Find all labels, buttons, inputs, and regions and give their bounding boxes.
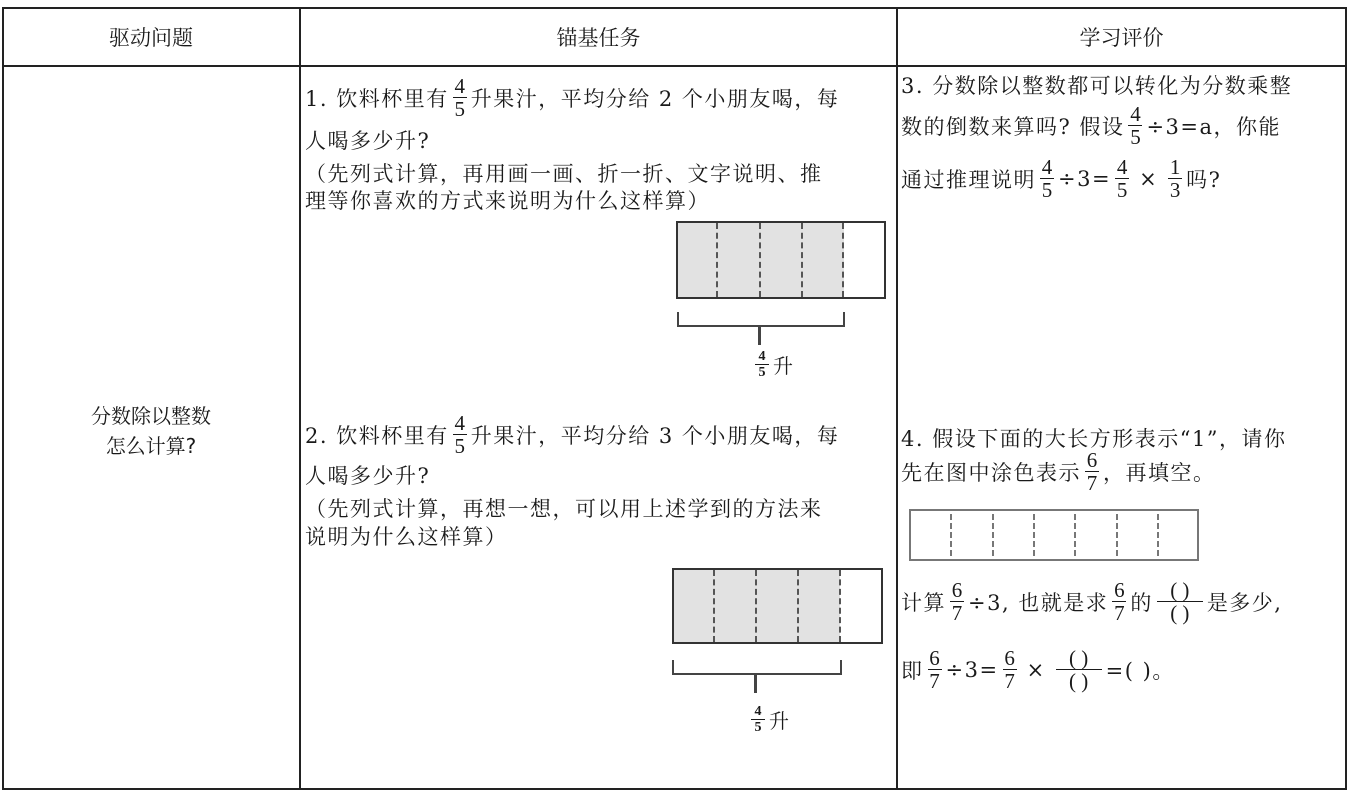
numerator: 6 [951,578,963,602]
numerator: 6 [1114,578,1125,602]
blank-fraction[interactable] [1056,648,1102,691]
task1-line1 [305,76,839,119]
unit: 升 [769,709,789,733]
task1-line4: 理等你喜欢的方式来说明为什么这样算） [305,189,710,213]
fraction [1040,157,1054,200]
numerator: 6 [1086,448,1098,472]
driving-question-line2: 怎么计算? [105,434,197,458]
numerator: 4 [1116,155,1128,179]
denominator: 7 [1086,471,1098,495]
blank-denominator[interactable]: ( ) [1069,669,1089,693]
text: 先在图中涂色表示 [901,460,1081,485]
denominator: 7 [951,601,963,625]
fraction [453,76,467,119]
task2-line1 [305,413,839,456]
eval3-line2 [901,104,1281,147]
fraction [453,413,467,456]
header-learning-evaluation: 学习评价 [1079,26,1164,50]
eval4-line1: 4. 假设下面的大长方形表示“1”，请你 [901,427,1287,451]
text: ÷3= [945,657,999,682]
task2-line2: 人喝多少升? [305,464,431,488]
bracket [677,312,845,327]
fraction [1085,450,1099,493]
blank-numerator[interactable]: ( ) [1170,578,1190,602]
blank-fraction[interactable] [1157,580,1203,623]
denominator: 5 [758,365,766,380]
answer-blank[interactable]: =( )。 [1105,658,1175,683]
table-border-bottom [2,788,1347,790]
text: × [1139,166,1159,191]
denominator: 5 [1116,178,1128,202]
blank-numerator[interactable]: ( ) [1069,646,1089,670]
denominator: 3 [1169,178,1181,202]
text: 升果汁，平均分给 3 个小朋友喝，每 [470,423,840,448]
denominator: 7 [1114,601,1125,625]
header-driving-question: 驱动问题 [109,26,193,50]
text: 的 [1130,590,1153,615]
blank-denominator[interactable]: ( ) [1170,601,1190,625]
text: 数的倒数来算吗? 假设 [901,114,1125,139]
denominator: 5 [1130,125,1141,149]
fraction [1112,580,1126,623]
text: 2. 饮料杯里有 [305,423,449,448]
text: 1. 饮料杯里有 [305,86,449,111]
text: 是多少, [1206,590,1283,615]
task1-line3: （先列式计算，再用画一画、折一折、文字说明、推 [305,162,823,186]
fraction [1115,157,1129,200]
denominator: 5 [1041,178,1053,202]
diagram-label [751,350,793,379]
column-divider-1 [299,7,301,790]
fraction [1168,157,1182,200]
column-divider-2 [896,7,898,790]
eval4-calc-line1 [901,580,1283,623]
text: 吗? [1186,167,1222,192]
diagram-label [747,705,789,734]
task2-line3: （先列式计算，再想一想，可以用上述学到的方法来 [305,497,823,521]
numerator: 4 [758,349,766,364]
fraction [1128,104,1142,147]
eval4-line2 [901,450,1216,493]
numerator: 1 [1169,155,1181,179]
task1-line2: 人喝多少升? [305,129,431,153]
denominator: 7 [1004,669,1015,693]
driving-question-line1: 分数除以整数 [91,404,211,428]
fraction [928,648,942,691]
denominator: 7 [929,669,940,693]
text: 通过推理说明 [901,167,1036,192]
task2-line4: 说明为什么这样算） [305,525,508,549]
text: ，再填空。 [1103,460,1216,485]
text: ÷3, 也就是求 [968,590,1109,615]
header-anchor-task: 锚基任务 [556,26,641,50]
eval3-line3 [901,157,1221,200]
numerator: 4 [754,704,762,719]
fraction [1003,648,1017,691]
bracket [672,660,842,675]
table-border-right [1345,7,1347,790]
denominator: 5 [454,434,465,458]
text: ÷3=a，你能 [1146,114,1282,139]
numerator: 4 [1130,102,1141,126]
denominator: 5 [754,720,762,735]
eval3-line1: 3. 分数除以整数都可以转化为分数乘整 [901,74,1293,98]
numerator: 4 [1041,155,1053,179]
unit: 升 [773,354,793,378]
table-border-left [2,7,4,790]
numerator: 6 [929,646,940,670]
text: 计算 [901,590,946,615]
fraction [950,580,964,623]
denominator: 5 [454,97,465,121]
text: ÷3= [1058,166,1112,191]
numerator: 6 [1004,646,1015,670]
eval4-calc-line2 [901,648,1175,691]
text: 升果汁，平均分给 2 个小朋友喝，每 [470,86,840,111]
numerator: 4 [454,74,465,98]
text: × [1026,657,1046,682]
text: 即 [901,658,924,683]
numerator: 4 [454,411,465,435]
